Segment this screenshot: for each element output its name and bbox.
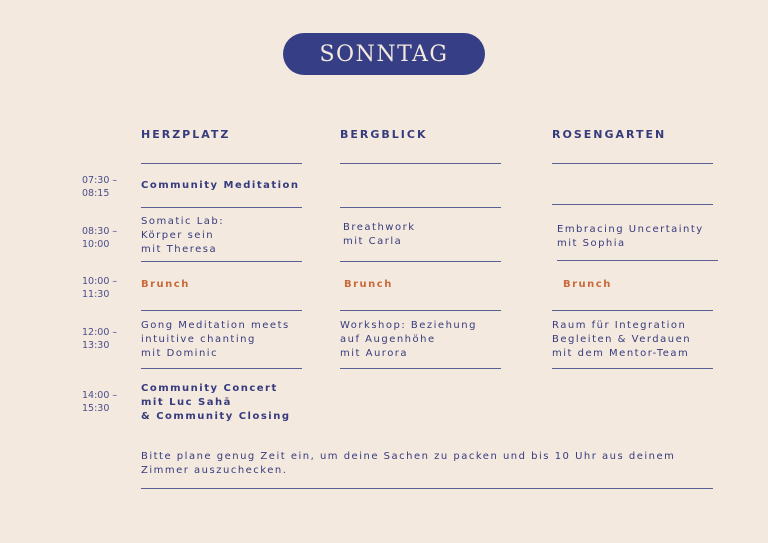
session-herzplatz-row4: Gong Meditation meets intuitive chanting mit Dominic xyxy=(141,320,290,359)
divider xyxy=(557,260,718,261)
divider xyxy=(552,163,713,164)
divider xyxy=(141,207,302,208)
divider xyxy=(340,310,501,311)
divider xyxy=(141,163,302,164)
divider xyxy=(340,261,501,262)
brunch-bergblick: Brunch xyxy=(344,279,393,290)
divider xyxy=(340,207,501,208)
column-header-bergblick: BERGBLICK xyxy=(340,128,428,141)
day-title-pill xyxy=(283,33,485,75)
column-header-rosengarten: ROSENGARTEN xyxy=(552,128,667,141)
session-herzplatz-row1: Community Meditation xyxy=(141,180,300,191)
divider xyxy=(340,163,501,164)
session-herzplatz-row2: Somatic Lab: Körper sein mit Theresa xyxy=(141,216,225,255)
time-slot-1: 07:30 – 08:15 xyxy=(82,175,118,199)
brunch-rosengarten: Brunch xyxy=(563,279,612,290)
session-rosengarten-row2: Embracing Uncertainty mit Sophia xyxy=(557,224,704,249)
divider xyxy=(141,368,302,369)
divider xyxy=(552,310,713,311)
session-bergblick-row2: Breathwork mit Carla xyxy=(343,222,416,247)
brunch-herzplatz: Brunch xyxy=(141,279,190,290)
session-herzplatz-row5: Community Concert mit Luc Sahā & Community Closing xyxy=(141,383,291,422)
divider xyxy=(340,368,501,369)
time-slot-2: 08:30 – 10:00 xyxy=(82,226,118,250)
divider xyxy=(552,204,713,205)
column-header-herzplatz: HERZPLATZ xyxy=(141,128,231,141)
footer-divider xyxy=(141,488,713,489)
time-slot-5: 14:00 – 15:30 xyxy=(82,390,118,414)
day-title: SONNTAG xyxy=(319,41,449,67)
time-slot-3: 10:00 – 11:30 xyxy=(82,276,118,300)
divider xyxy=(552,368,713,369)
time-slot-4: 12:00 – 13:30 xyxy=(82,327,118,351)
session-rosengarten-row4: Raum für Integration Begleiten & Verdauen mit dem Mentor-Team xyxy=(552,320,692,359)
divider xyxy=(141,310,302,311)
checkout-note: Bitte plane genug Zeit ein, um deine Sachen zu packen und bis 10 Uhr aus deinem Zimmer auszuchecken. xyxy=(141,451,676,476)
divider xyxy=(141,261,302,262)
session-bergblick-row4: Workshop: Beziehung auf Augenhöhe mit Aurora xyxy=(340,320,477,359)
